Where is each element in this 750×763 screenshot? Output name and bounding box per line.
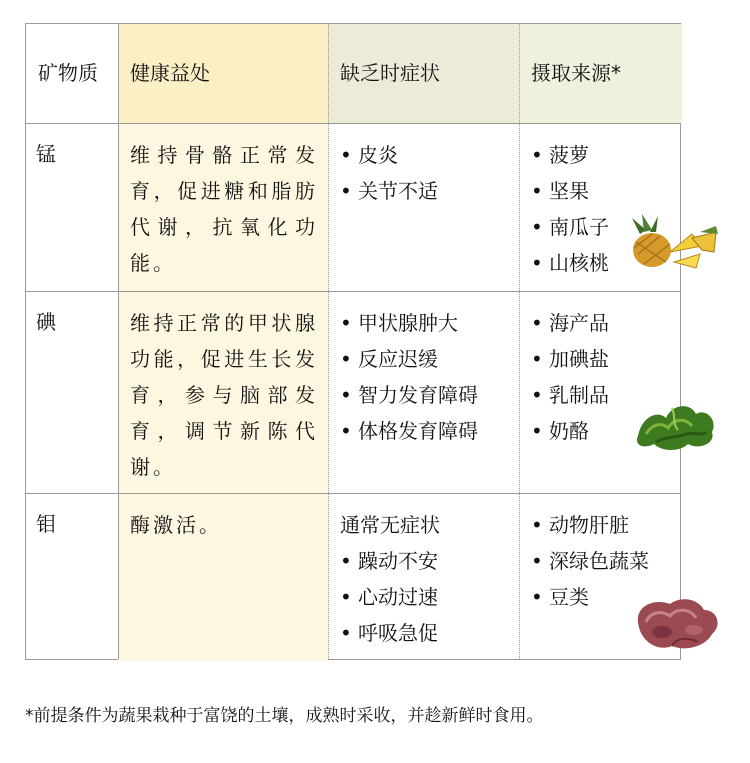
list-item xyxy=(531,543,649,579)
table-row-mineral-cell xyxy=(26,493,118,661)
header-mineral-cell xyxy=(26,24,118,123)
table-row-source-cell xyxy=(519,291,682,493)
deficiency-item: 甲状腺肿大 xyxy=(358,311,458,335)
source-item: 奶酪 xyxy=(549,419,589,443)
list-item xyxy=(340,543,440,579)
bullet: • xyxy=(340,311,352,335)
benefit-text: 维持骨骼正常发育，促进糖和脂肪代谢，抗氧化功能。 xyxy=(130,143,318,275)
list-item xyxy=(340,615,440,651)
deficiency-list xyxy=(340,507,440,651)
source-item: 乳制品 xyxy=(549,383,609,407)
deficiency-item: 体格发育障碍 xyxy=(358,419,478,443)
bullet: • xyxy=(531,251,543,275)
header-deficiency-cell xyxy=(328,24,519,123)
deficiency-item: 反应迟缓 xyxy=(358,347,438,371)
column-divider xyxy=(328,24,329,659)
deficiency-item: 躁动不安 xyxy=(358,549,438,573)
table-row-benefit-cell xyxy=(118,291,328,493)
header-benefit-cell xyxy=(118,24,328,123)
footnote: *前提条件为蔬果栽种于富饶的土壤，成熟时采收，并趁新鲜时食用。 xyxy=(25,706,544,726)
list-item xyxy=(531,137,609,173)
list-item xyxy=(340,173,438,209)
bullet: • xyxy=(531,549,543,573)
minerals-table xyxy=(25,23,681,660)
source-item: 加碘盐 xyxy=(549,347,609,371)
deficiency-note: 通常无症状 xyxy=(340,513,440,537)
mineral-name: 锰 xyxy=(36,142,56,166)
bullet: • xyxy=(340,549,352,573)
mineral-name: 碘 xyxy=(36,310,56,334)
header-deficiency: 缺乏时症状 xyxy=(340,61,440,85)
list-item xyxy=(340,341,478,377)
pineapple-icon xyxy=(630,212,720,272)
bullet: • xyxy=(531,311,543,335)
list-item xyxy=(340,579,440,615)
header-benefit: 健康益处 xyxy=(130,61,210,85)
source-item: 菠萝 xyxy=(549,143,589,167)
table-row-deficiency-cell xyxy=(328,123,519,291)
row-divider xyxy=(26,123,680,124)
source-item: 山核桃 xyxy=(549,251,609,275)
source-item: 动物肝脏 xyxy=(549,513,629,537)
table-row-mineral-cell xyxy=(26,291,118,493)
deficiency-item: 呼吸急促 xyxy=(358,621,438,645)
deficiency-item: 心动过速 xyxy=(358,585,438,609)
list-item xyxy=(531,507,649,543)
bullet: • xyxy=(531,347,543,371)
benefit-text: 酶激活。 xyxy=(130,513,222,537)
list-item xyxy=(531,413,609,449)
source-item: 深绿色蔬菜 xyxy=(549,549,649,573)
bullet: • xyxy=(531,143,543,167)
table-row-mineral-cell xyxy=(26,123,118,291)
deficiency-item: 关节不适 xyxy=(358,179,438,203)
bullet: • xyxy=(531,513,543,537)
table-row-benefit-cell xyxy=(118,123,328,291)
bullet: • xyxy=(340,143,352,167)
column-divider xyxy=(118,24,119,659)
list-item xyxy=(340,413,478,449)
header-source-cell xyxy=(519,24,682,123)
list-item xyxy=(340,305,478,341)
list-item xyxy=(531,245,609,281)
liver-icon xyxy=(632,592,722,654)
source-list xyxy=(531,305,609,449)
deficiency-list xyxy=(340,305,478,449)
bullet: • xyxy=(531,585,543,609)
list-item xyxy=(531,173,609,209)
list-item xyxy=(340,507,440,543)
bullet: • xyxy=(340,621,352,645)
mineral-name: 钼 xyxy=(36,512,56,536)
list-item xyxy=(340,137,438,173)
deficiency-item: 智力发育障碍 xyxy=(358,383,478,407)
source-item: 南瓜子 xyxy=(549,215,609,239)
bullet: • xyxy=(531,419,543,443)
table-row-benefit-cell xyxy=(118,493,328,661)
bullet: • xyxy=(340,585,352,609)
bullet: • xyxy=(340,419,352,443)
row-divider xyxy=(26,493,680,494)
table-row-deficiency-cell xyxy=(328,291,519,493)
bullet: • xyxy=(340,347,352,371)
bullet: • xyxy=(531,383,543,407)
bullet: • xyxy=(531,215,543,239)
column-divider xyxy=(519,24,520,659)
benefit-text: 维持正常的甲状腺功能，促进生长发育，参与脑部发育，调节新陈代谢。 xyxy=(130,311,318,479)
bullet: • xyxy=(340,179,352,203)
list-item xyxy=(531,341,609,377)
list-item xyxy=(531,305,609,341)
header-mineral: 矿物质 xyxy=(38,61,98,85)
source-item: 海产品 xyxy=(549,311,609,335)
pineapple-leaves-icon xyxy=(632,214,658,234)
list-item xyxy=(340,377,478,413)
source-item: 豆类 xyxy=(549,585,589,609)
row-divider xyxy=(26,291,680,292)
source-list xyxy=(531,137,609,281)
list-item xyxy=(531,209,609,245)
bullet: • xyxy=(531,179,543,203)
bullet: • xyxy=(340,383,352,407)
deficiency-item: 皮炎 xyxy=(358,143,398,167)
deficiency-list xyxy=(340,137,438,209)
header-source: 摄取来源* xyxy=(531,61,621,85)
list-item xyxy=(531,377,609,413)
seaweed-icon xyxy=(632,396,718,452)
table-row-deficiency-cell xyxy=(328,493,519,661)
source-item: 坚果 xyxy=(549,179,589,203)
